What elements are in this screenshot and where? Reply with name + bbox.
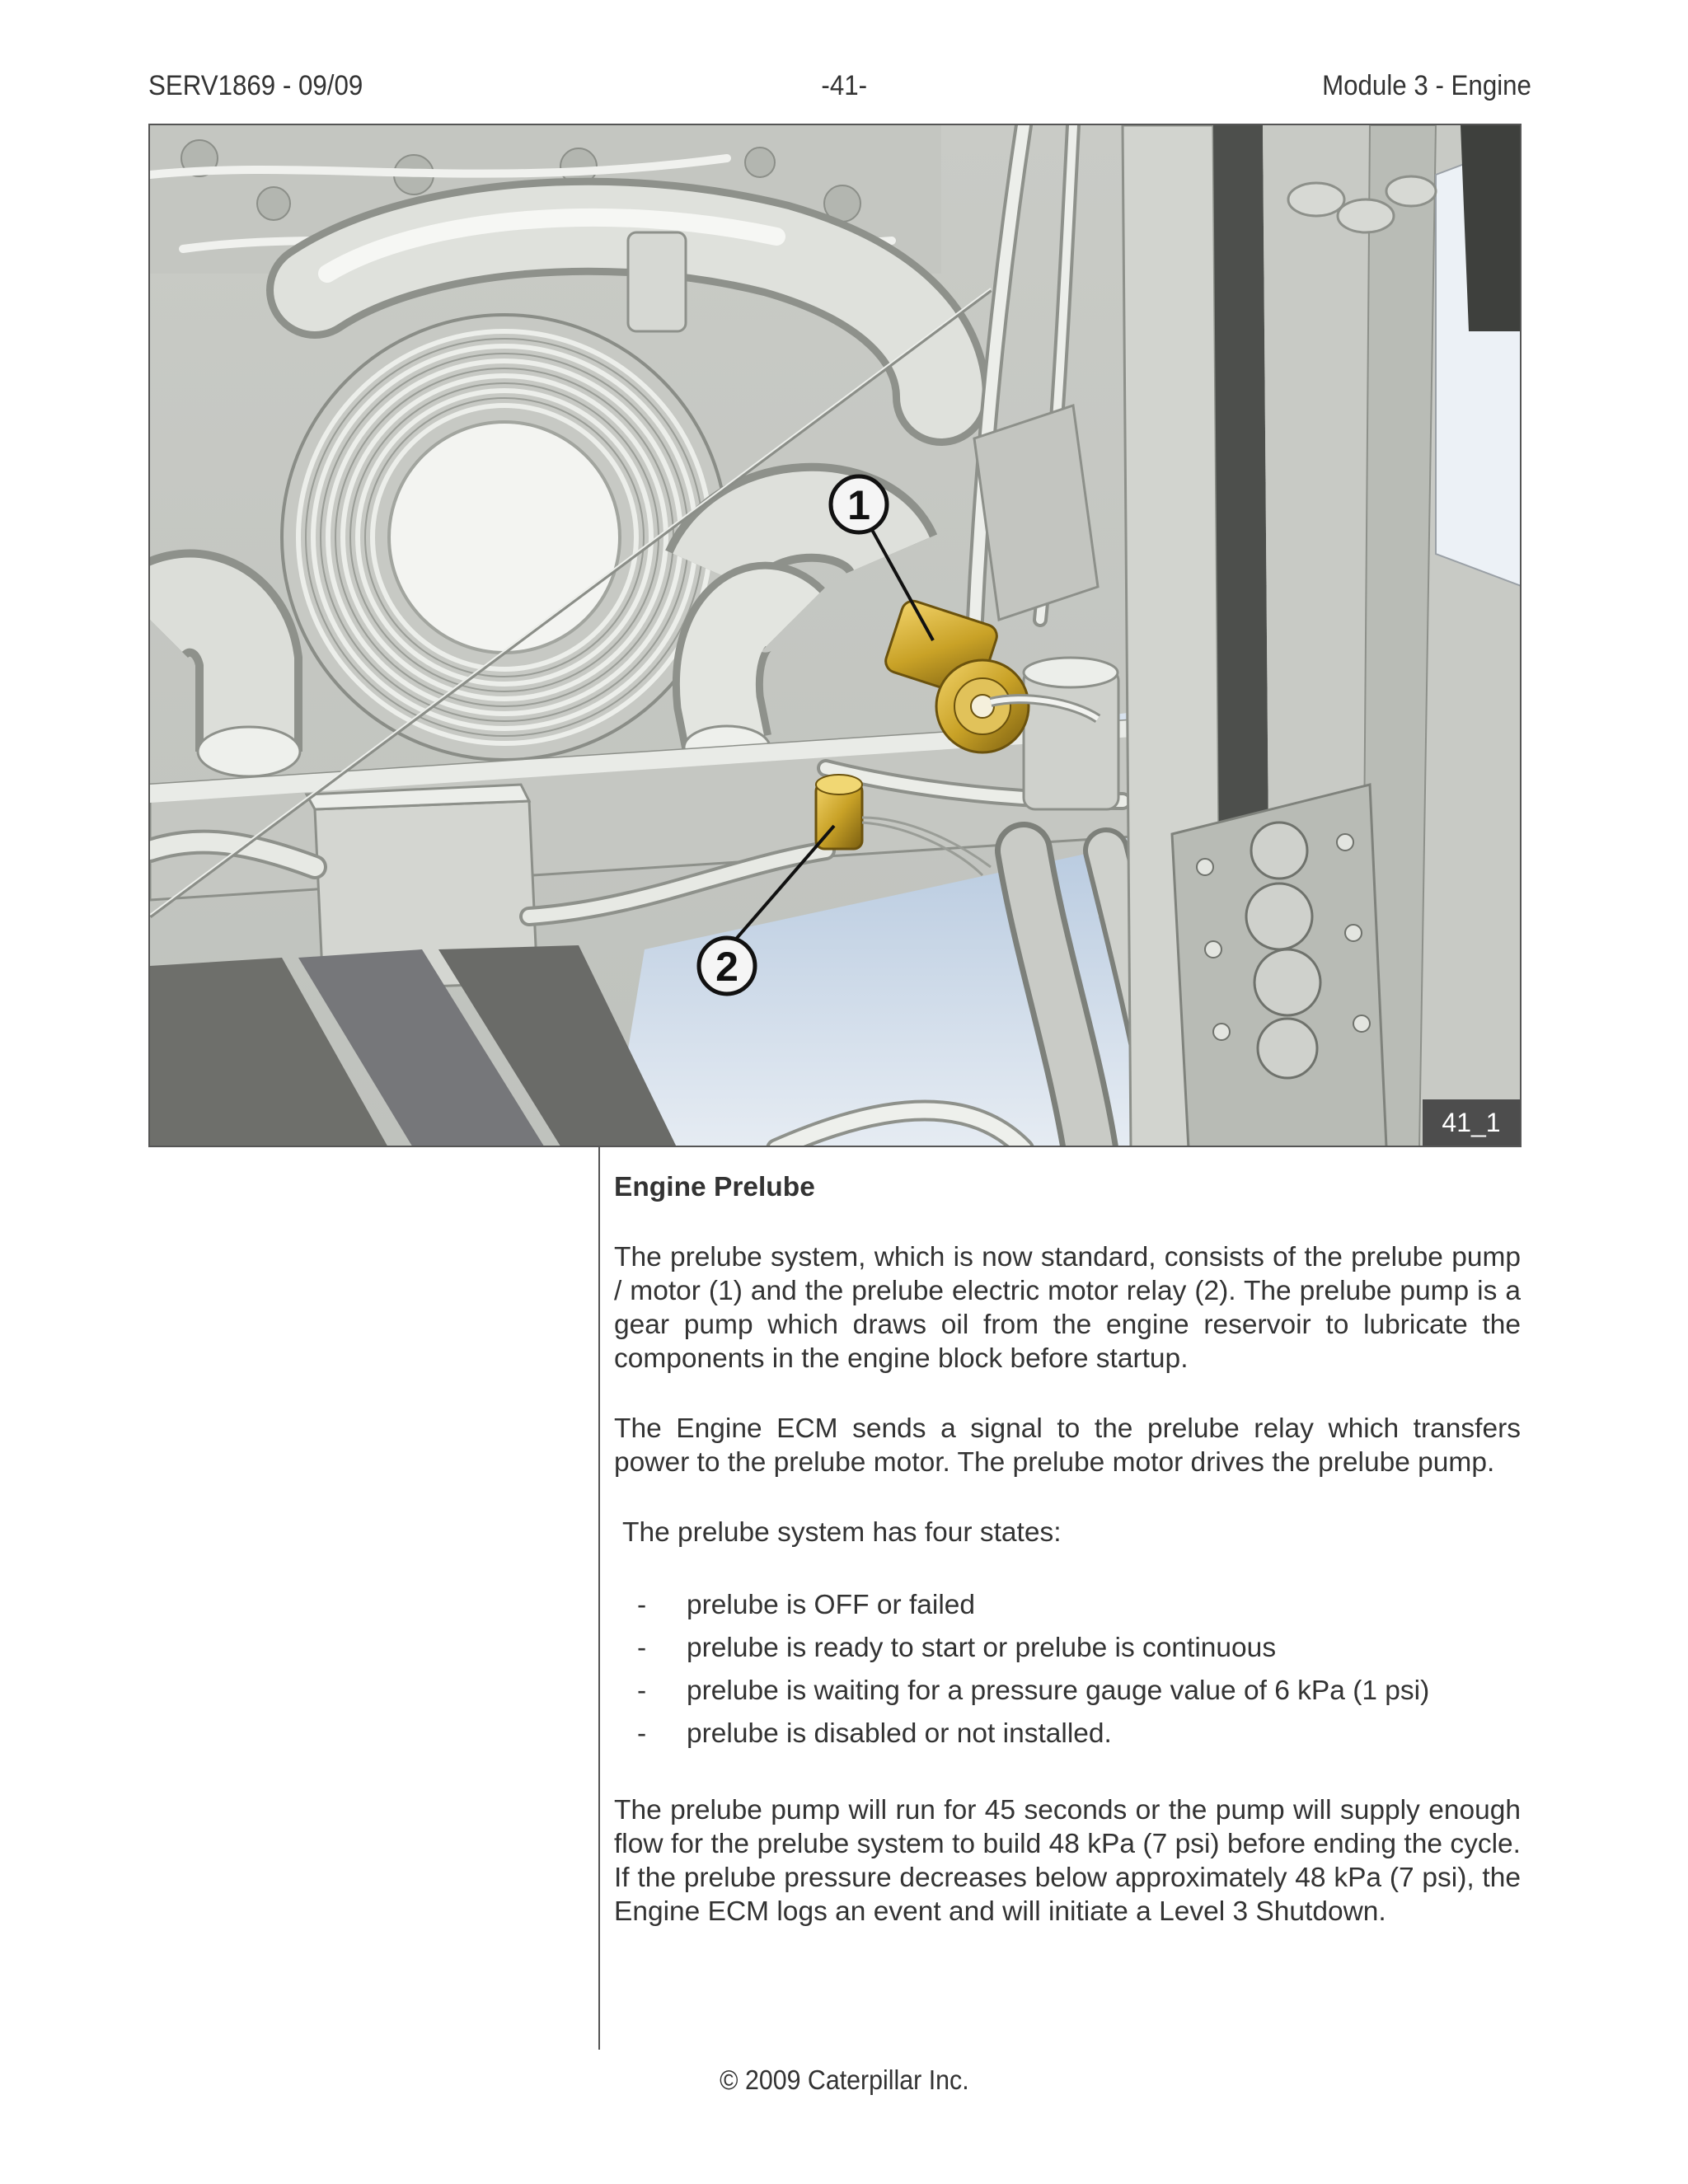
list-item-text: prelube is OFF or failed <box>687 1590 976 1620</box>
callout-1: 1 <box>847 482 870 528</box>
callout-2: 2 <box>715 944 738 990</box>
paragraph-1: The prelube system, which is now standard, consists of the prelube pump / motor (1) and the prelube electric motor relay (2). The prelube pump is a gear pump which draws oil from the engine reservoir to lubricate the components in the engine block before startup. <box>614 1242 1521 1374</box>
list-bullet: - <box>637 1590 647 1620</box>
document-code: SERV1869 - 09/09 <box>148 70 363 101</box>
list-bullet: - <box>637 1718 647 1749</box>
copyright-text: © 2009 Caterpillar Inc. <box>719 2064 969 2095</box>
list-item <box>614 1627 1521 1670</box>
list-bullet: - <box>637 1675 647 1706</box>
list-item-text: prelube is waiting for a pressure gauge value of 6 kPa (1 psi) <box>687 1675 1430 1706</box>
states-intro: The prelube system has four states: <box>622 1517 1062 1548</box>
paragraph-2: The Engine ECM sends a signal to the prelube relay which transfers power to the prelube motor. The prelube motor drives the prelube pump. <box>614 1413 1521 1478</box>
text-column <box>614 1170 1521 1965</box>
section-title: Engine Prelube <box>614 1172 815 1202</box>
engine-drawing <box>150 125 1522 1147</box>
copyright-footer <box>0 2064 1688 2096</box>
engine-illustration <box>148 124 1522 1147</box>
paragraph-3: The prelube pump will run for 45 seconds or the pump will supply enough flow for the prelube system to build 48 kPa (7 psi) before ending the cycle. If the prelube pressure decreases below approximately 48 kPa (7 psi), the Engine ECM logs an event and will initiate a Level 3 Shutdown. <box>614 1795 1521 1927</box>
page-number-text: -41- <box>821 70 867 101</box>
list-item-text: prelube is ready to start or prelube is continuous <box>687 1633 1277 1663</box>
list-item <box>614 1670 1521 1713</box>
list-item <box>614 1713 1521 1755</box>
states-list <box>614 1584 1521 1755</box>
module-title: Module 3 - Engine <box>1322 70 1531 101</box>
column-divider <box>598 1147 600 2050</box>
list-item-text: prelube is disabled or not installed. <box>687 1718 1112 1749</box>
list-bullet: - <box>637 1633 647 1663</box>
figure-id-label: 41_1 <box>1423 1099 1520 1146</box>
list-item <box>614 1584 1521 1627</box>
